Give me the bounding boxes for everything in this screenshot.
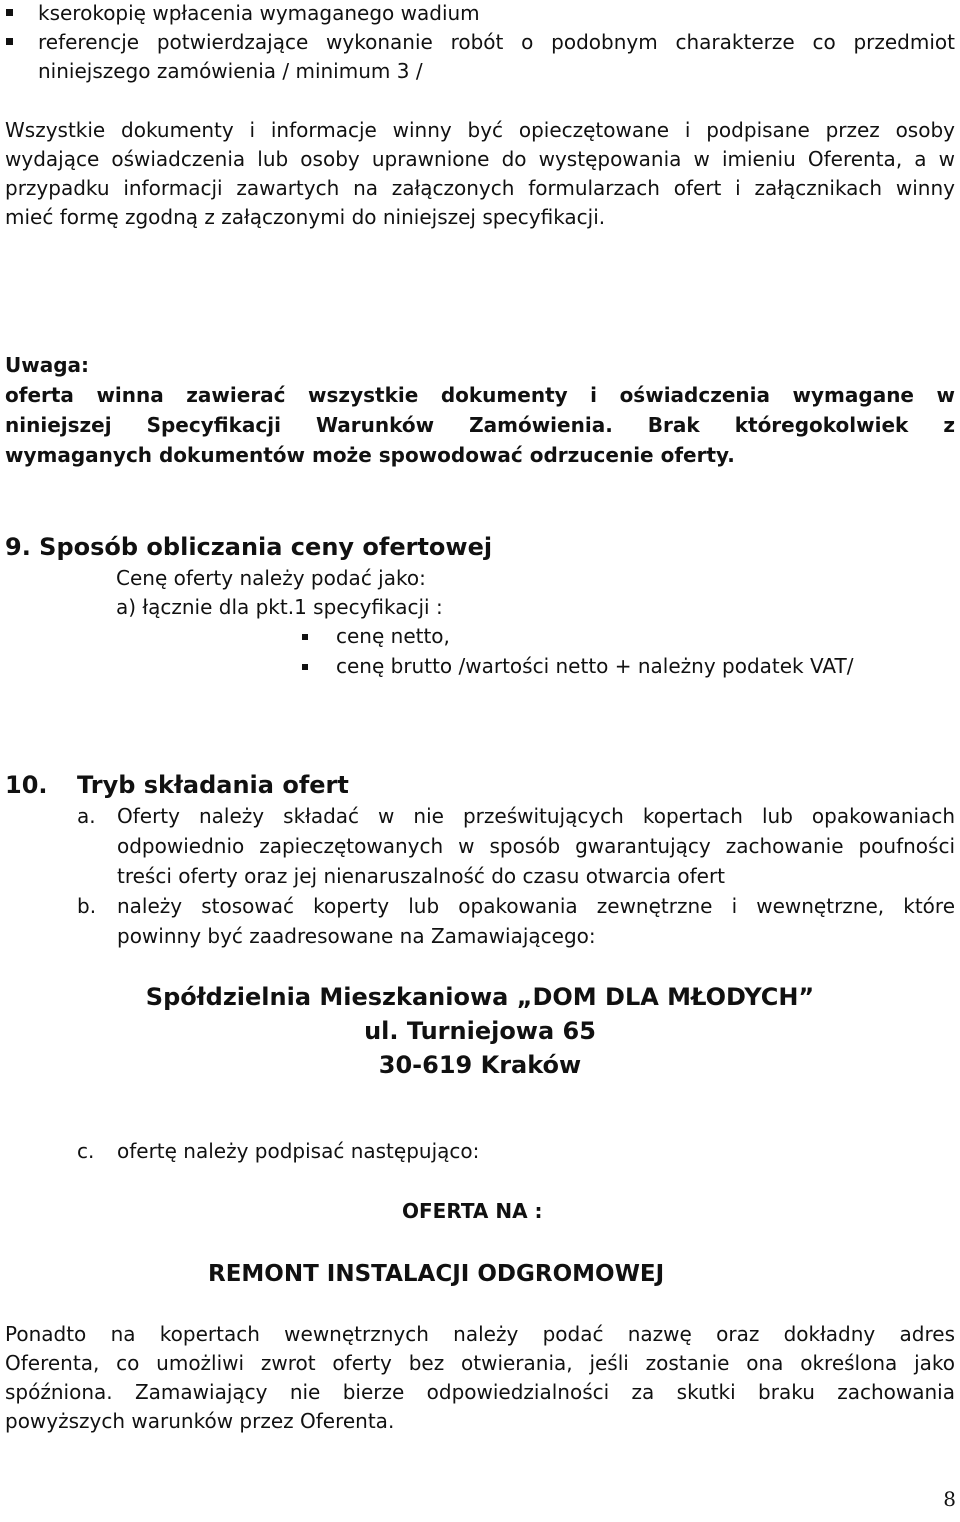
paragraph-line: mieć formę zgodną z załączonymi do niniejszej specyfikacji. — [5, 205, 606, 229]
bullet-square-icon — [302, 634, 308, 640]
item-b-line: należy stosować koperty lub opakowania zewnętrzne i wewnętrzne, które — [117, 894, 955, 918]
paragraph-line: Wszystkie dokumenty i informacje winny być opieczętowane i podpisane przez osoby — [5, 118, 955, 142]
offer-label: OFERTA NA : — [402, 1199, 543, 1223]
bullet-item-referencje-cont: niniejszego zamówienia / minimum 3 / — [38, 59, 423, 83]
item-c-text: ofertę należy podpisać następująco: — [117, 1139, 480, 1163]
address-city: 30-619 Kraków — [378, 1051, 582, 1079]
item-b-marker: b. — [77, 894, 97, 918]
closing-line: Oferenta, co umożliwi zwrot oferty bez otwierania, jeśli zostanie ona określona jako — [5, 1351, 955, 1375]
warning-line: wymaganych dokumentów może spowodować odrzucenie oferty. — [5, 443, 735, 467]
warning-label: Uwaga: — [5, 353, 90, 377]
bullet-item-wadium: kserokopię wpłacenia wymaganego wadium — [38, 1, 480, 25]
item-a-line: Oferty należy składać w nie prześwitujących kopertach lub opakowaniach — [117, 804, 955, 828]
bullet-square-icon — [302, 664, 308, 670]
page-number: 8 — [943, 1487, 956, 1511]
bullet-item-referencje: referencje potwierdzające wykonanie robót o podobnym charakterze co przedmiot — [38, 30, 955, 54]
paragraph-line: wydające oświadczenia lub osoby uprawnione do występowania w imieniu Oferenta, a w — [5, 147, 955, 171]
offer-title: REMONT INSTALACJI ODGROMOWEJ — [208, 1261, 665, 1287]
address-name: Spółdzielnia Mieszkaniowa „DOM DLA MŁODYCH” — [145, 983, 815, 1011]
section-9-intro: Cenę oferty należy podać jako: — [116, 566, 426, 590]
sub-item-netto: cenę netto, — [336, 624, 450, 648]
item-a-line: odpowiednio zapieczętowanych w sposób gwarantujący zachowanie poufności — [117, 834, 955, 858]
address-street: ul. Turniejowa 65 — [364, 1017, 596, 1045]
bullet-square-icon — [6, 38, 13, 45]
section-9-item-a: a) łącznie dla pkt.1 specyfikacji : — [116, 595, 443, 619]
item-b-line: powinny być zaadresowane na Zamawiającego: — [117, 924, 596, 948]
paragraph-line: przypadku informacji zawartych na załączonych formularzach ofert i załącznikach winny — [5, 176, 955, 200]
closing-line: powyższych warunków przez Oferenta. — [5, 1409, 395, 1433]
item-c-marker: c. — [77, 1139, 95, 1163]
warning-line: oferta winna zawierać wszystkie dokumenty i oświadczenia wymagane w — [5, 383, 955, 407]
section-10-title: Tryb składania ofert — [77, 771, 349, 799]
closing-line: Ponadto na kopertach wewnętrznych należy podać nazwę oraz dokładny adres — [5, 1322, 955, 1346]
warning-line: niniejszej Specyfikacji Warunków Zamówienia. Brak któregokolwiek z — [5, 413, 955, 437]
closing-line: spóźniona. Zamawiający nie bierze odpowiedzialności za skutki braku zachowania — [5, 1380, 955, 1404]
section-9-heading: 9. Sposób obliczania ceny ofertowej — [5, 533, 493, 561]
item-a-marker: a. — [77, 804, 96, 828]
bullet-square-icon — [6, 9, 13, 16]
section-10-number: 10. — [5, 771, 48, 799]
sub-item-brutto: cenę brutto /wartości netto + należny podatek VAT/ — [336, 654, 854, 678]
item-a-line: treści oferty oraz jej nienaruszalność do czasu otwarcia ofert — [117, 864, 726, 888]
